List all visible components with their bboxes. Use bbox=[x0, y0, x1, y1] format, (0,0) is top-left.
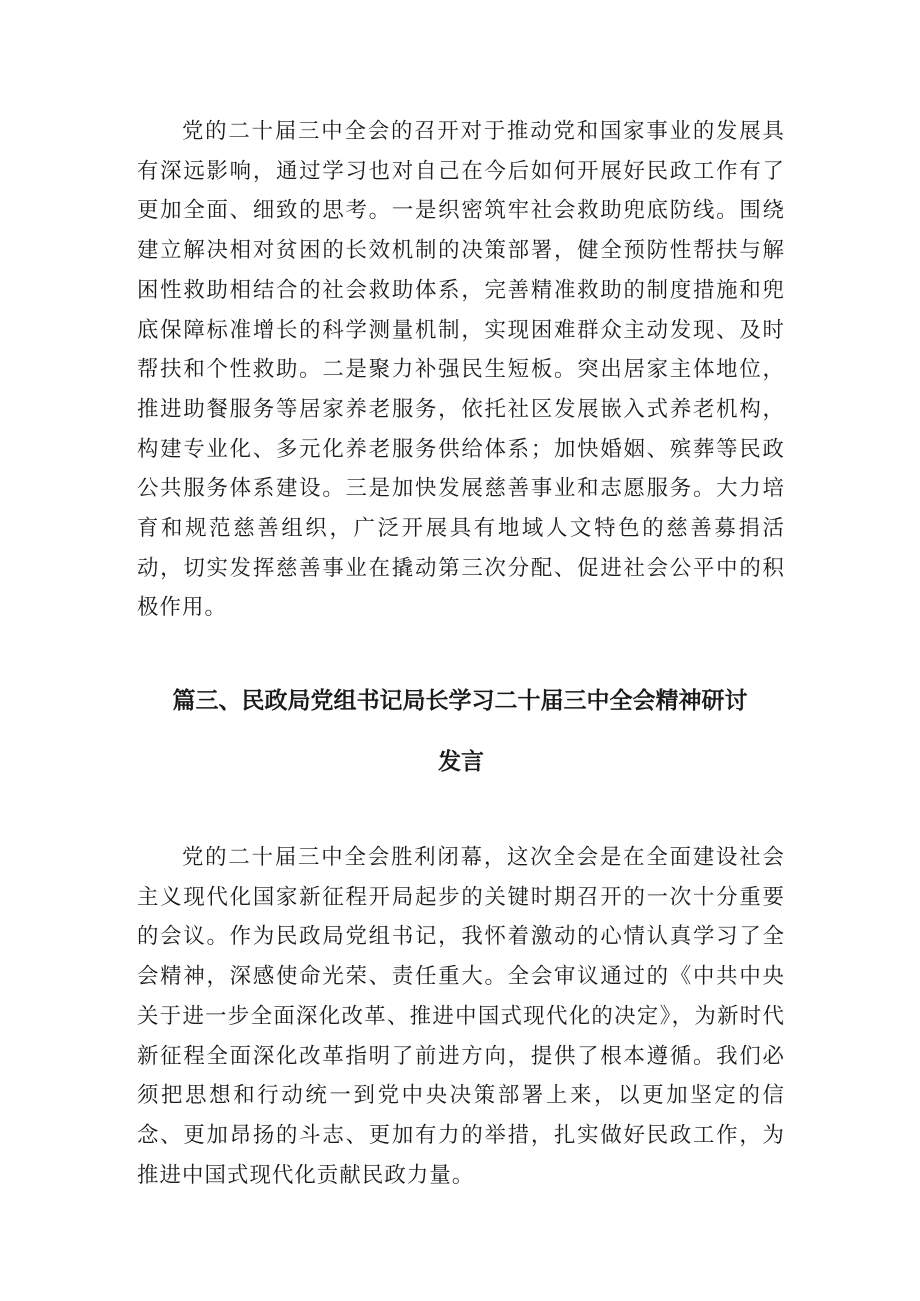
section-heading-line-1: 篇三、民政局党组书记局长学习二十届三中全会精神研讨 bbox=[172, 688, 748, 714]
body-paragraph-2: 党的二十届三中全会胜利闭幕，这次全会是在全面建设社会主义现代化国家新征程开局起步的关键时期召开的一次十分重要的会议。作为民政局党组书记，我怀着激动的心情认真学习了全会精神，深感使命光荣、责任重大。全会审议通过的《中共中央关于进一步全面深化改革、推进中国式现代化的决定》，为新时代新征程全面深化改革指明了前进方向，提供了根本遵循。我们必须把思想和行动统一到党中央决策部署上来，以更加坚定的信念、更加昂扬的斗志、更加有力的举措，扎实做好民政工作，为推进中国式现代化贡献民政力量。 bbox=[137, 845, 785, 1188]
body-paragraph-1: 党的二十届三中全会的召开对于推动党和国家事业的发展具有深远影响，通过学习也对自己在今后如何开展好民政工作有了更加全面、细致的思考。一是织密筑牢社会救助兜底防线。围绕建立解决相对贫困的长效机制的决策部署，健全预防性帮扶与解困性救助相结合的社会救助体系，完善精准救助的制度措施和兜底保障标准增长的科学测量机制，实现困难群众主动发现、及时帮扶和个性救助。二是聚力补强民生短板。突出居家主体地位，推进助餐服务等居家养老服务，依托社区发展嵌入式养老机构，构建专业化、多元化养老服务供给体系；加快婚姻、殡葬等民政公共服务体系建设。三是加快发展慈善事业和志愿服务。大力培育和规范慈善组织，广泛开展具有地域人文特色的慈善募捐活动，切实发挥慈善事业在撬动第三次分配、促进社会公平中的积极作用。 bbox=[137, 119, 785, 621]
section-heading-line-2: 发言 bbox=[438, 749, 484, 775]
